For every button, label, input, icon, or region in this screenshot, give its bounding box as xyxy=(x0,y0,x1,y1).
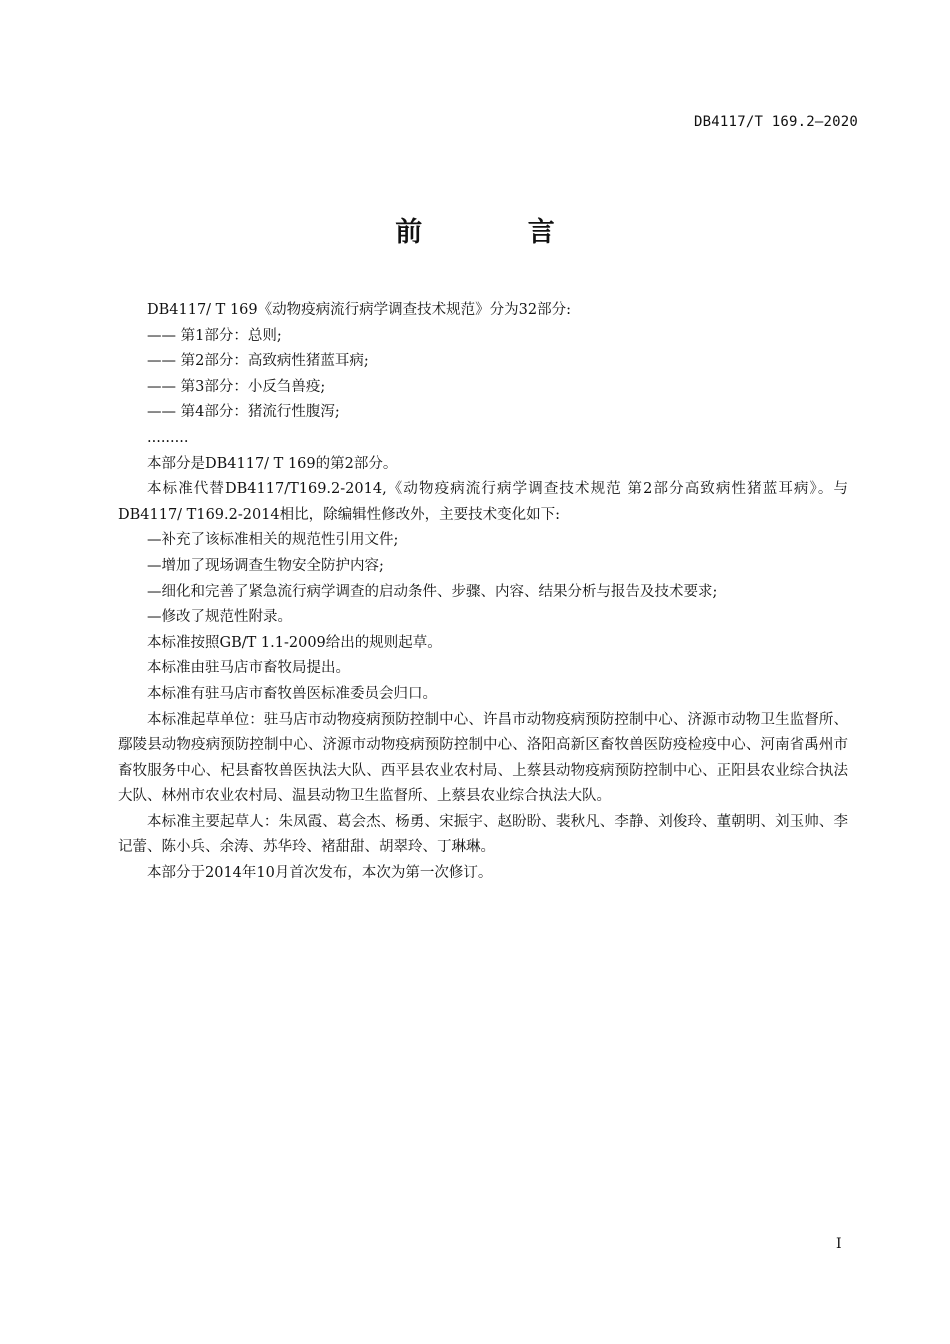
paragraph-publication-history: 本部分于2014年10月首次发布，本次为第一次修订。 xyxy=(147,865,493,882)
paragraph-drafters: 本标准主要起草人：朱凤霞、葛会杰、杨勇、宋振宇、赵盼盼、裴秋凡、李静、刘俊玲、董朝明、刘玉帅、李记蕾、陈小兵、余涛、苏华玲、褚甜甜、胡翠玲、丁琳琳。 xyxy=(118,813,848,856)
document-code: DB4117/T 169.2—2020 xyxy=(694,114,858,130)
foreword-body xyxy=(118,298,848,887)
page-number: I xyxy=(836,1236,842,1252)
paragraph-series-intro: DB4117/ T 169《动物疫病流行病学调查技术规范》分为32部分: xyxy=(147,302,571,318)
paragraph-committee: 本标准有驻马店市畜牧兽医标准委员会归口。 xyxy=(147,685,437,702)
list-item-part-2: —— 第2部分：高致病性猪蓝耳病; xyxy=(147,353,369,370)
change-item-2: —增加了现场调查生物安全防护内容; xyxy=(147,557,384,574)
list-item-part-3: —— 第3部分：小反刍兽疫; xyxy=(147,378,326,395)
change-item-4: —修改了规范性附录。 xyxy=(147,609,292,626)
paragraph-drafting-rules: 本标准按照GB/T 1.1-2009给出的规则起草。 xyxy=(147,634,442,651)
list-ellipsis: ......... xyxy=(147,429,189,446)
paragraph-replacement: 本标准代替DB4117/T169.2-2014,《动物疫病流行病学调查技术规范 第2部分高致病性猪蓝耳病》。与DB4117/ T169.2-2014相比，除编辑性修改外，主要技术变化如下: xyxy=(118,481,848,523)
change-item-1: —补充了该标准相关的规范性引用文件; xyxy=(147,532,399,549)
list-item-part-4: —— 第4部分：猪流行性腹泻; xyxy=(147,404,340,421)
paragraph-proposer: 本标准由驻马店市畜牧局提出。 xyxy=(147,660,350,677)
paragraph-part-statement: 本部分是DB4117/ T 169的第2部分。 xyxy=(147,455,398,472)
change-item-3: —细化和完善了紧急流行病学调查的启动条件、步骤、内容、结果分析与报告及技术要求; xyxy=(147,583,718,600)
list-item-part-1: —— 第1部分：总则; xyxy=(147,327,282,344)
page-title: 前 言 xyxy=(395,217,603,248)
paragraph-drafting-units: 本标准起草单位：驻马店市动物疫病预防控制中心、许昌市动物疫病预防控制中心、济源市动物卫生监督所、鄢陵县动物疫病预防控制中心、济源市动物疫病预防控制中心、洛阳高新区畜牧兽医防疫检疫中心、河南省禹州市畜牧服务中心、杞县畜牧兽医执法大队、西平县农业农村局、上蔡县动物疫病预防控制中心、正阳县农业综合执法大队、林州市农业农村局、温县动物卫生监督所、上蔡县农业综合执法大队。 xyxy=(118,711,848,805)
